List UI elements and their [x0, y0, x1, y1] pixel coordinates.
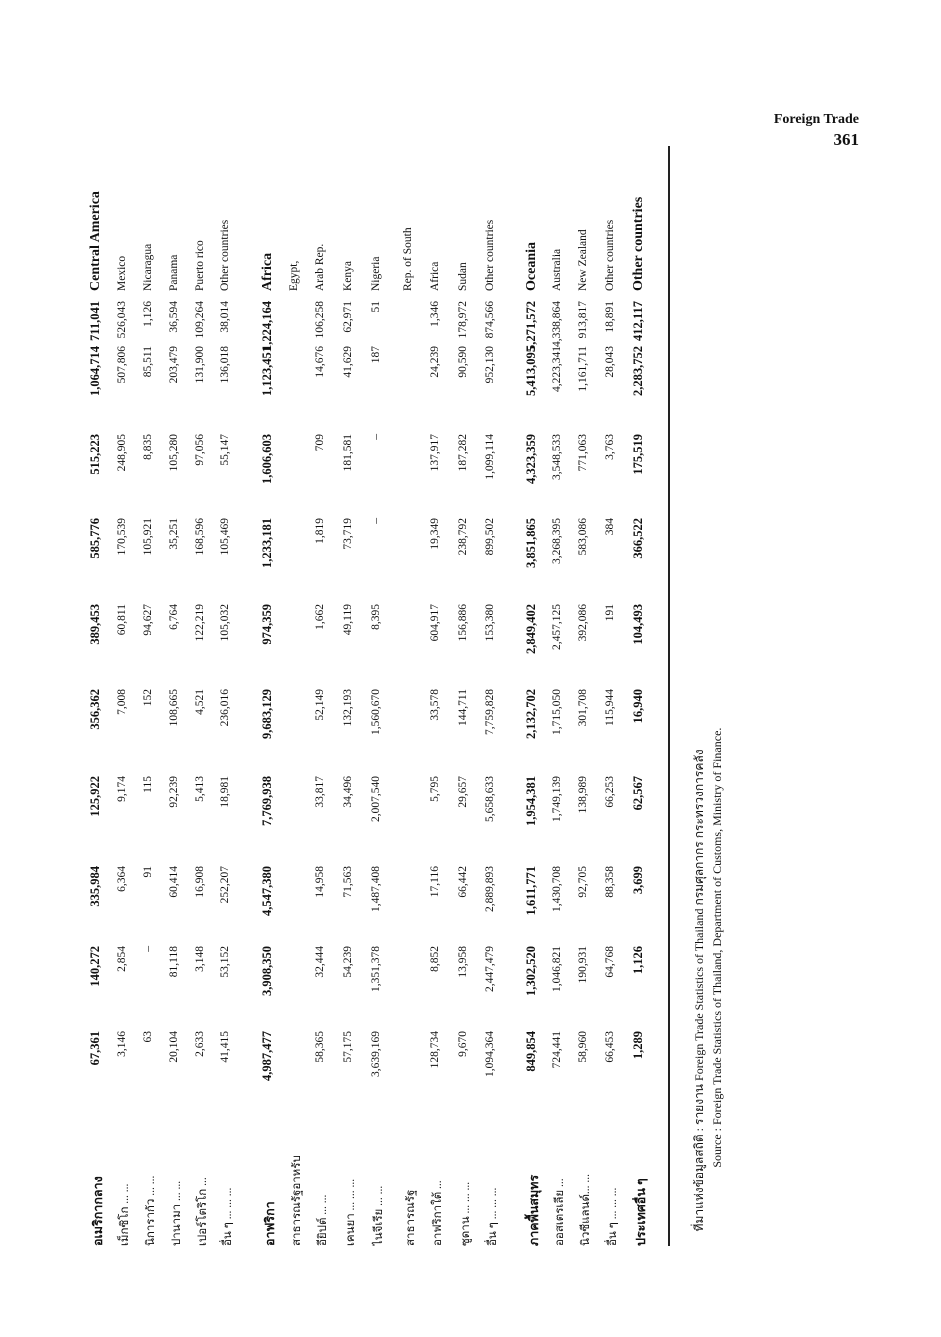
- value-cell: 1,662: [314, 604, 326, 630]
- value-cell: 153,380: [484, 604, 496, 642]
- value-cell: 5,658,633: [484, 776, 496, 822]
- row-label-english: Nicaragua: [142, 243, 154, 291]
- value-cell: 41,415: [219, 1031, 231, 1063]
- value-cell: 18,891: [604, 301, 616, 333]
- value-cell: 248,905: [116, 434, 128, 472]
- value-cell: 412,117: [631, 301, 645, 341]
- row-label-english: Africa: [429, 261, 441, 291]
- row-label-thai: เปอร์โตริโก ...: [197, 1177, 209, 1246]
- value-cell: 105,032: [219, 604, 231, 642]
- value-cell: 131,900: [194, 346, 206, 384]
- value-cell: 8,852: [429, 946, 441, 972]
- value-cell: 105,280: [168, 434, 180, 472]
- value-cell: 38,014: [219, 301, 231, 333]
- value-cell: 138,989: [577, 776, 589, 814]
- value-cell: 236,016: [219, 689, 231, 727]
- value-cell: 36,594: [168, 301, 180, 333]
- value-cell: 55,147: [219, 434, 231, 466]
- value-cell: 190,931: [577, 946, 589, 984]
- value-cell: 899,502: [484, 518, 496, 556]
- value-cell: 515,223: [88, 434, 102, 475]
- value-cell: 2,132,702: [524, 689, 538, 739]
- value-cell: 144,711: [457, 689, 469, 726]
- value-cell: 1,560,670: [370, 689, 382, 735]
- value-cell: 187,282: [457, 434, 469, 472]
- value-cell: –: [370, 434, 382, 440]
- value-cell: 62,971: [342, 301, 354, 333]
- value-cell: 136,018: [219, 346, 231, 384]
- value-cell: 1,233,181: [260, 518, 274, 568]
- value-cell: 51: [370, 301, 382, 313]
- value-cell: 1,094,364: [484, 1031, 496, 1077]
- row-label-thai: อเมริกากลาง: [91, 1176, 105, 1246]
- value-cell: 1,346: [429, 301, 441, 327]
- value-cell: 66,253: [604, 776, 616, 808]
- value-cell: 1,046,821: [551, 946, 563, 992]
- value-cell: 81,118: [168, 946, 180, 978]
- value-cell: 3,268,395: [551, 518, 563, 564]
- value-cell: 97,056: [194, 434, 206, 466]
- row-label-english: Africa: [260, 252, 275, 291]
- value-cell: 1,064,714: [88, 346, 102, 396]
- value-cell: 335,984: [88, 866, 102, 907]
- value-cell: 1,430,708: [551, 866, 563, 912]
- value-cell: 366,522: [631, 518, 645, 559]
- value-cell: 2,457,125: [551, 604, 563, 650]
- value-cell: 35,251: [168, 518, 180, 550]
- row-label-thai: ซูดาน ... ... ...: [460, 1181, 472, 1246]
- value-cell: 3,908,350: [260, 946, 274, 996]
- row-label-english: Puerto rico: [194, 240, 206, 291]
- value-cell: 356,362: [88, 689, 102, 730]
- value-cell: 108,665: [168, 689, 180, 727]
- value-cell: 105,469: [219, 518, 231, 556]
- value-cell: –: [370, 518, 382, 524]
- value-cell: 104,493: [631, 604, 645, 645]
- value-cell: 585,776: [88, 518, 102, 559]
- value-cell: 252,207: [219, 866, 231, 904]
- page-header: [774, 110, 859, 150]
- value-cell: 14,676: [314, 346, 326, 378]
- value-cell: 85,511: [142, 346, 154, 378]
- value-cell: 52,149: [314, 689, 326, 721]
- value-cell: 156,886: [457, 604, 469, 642]
- value-cell: 137,917: [429, 434, 441, 472]
- value-cell: 14,958: [314, 866, 326, 898]
- row-label-thai: เม็กซิโก ... ...: [119, 1183, 131, 1246]
- value-cell: 604,917: [429, 604, 441, 642]
- value-cell: 140,272: [88, 946, 102, 987]
- value-cell: 4,521: [194, 689, 206, 715]
- value-cell: 122,219: [194, 604, 206, 642]
- value-cell: 5,795: [429, 776, 441, 802]
- value-cell: 711,041: [88, 301, 102, 341]
- value-cell: 66,442: [457, 866, 469, 898]
- value-cell: 181,581: [342, 434, 354, 472]
- row-label-english: Mexico: [116, 255, 128, 291]
- value-cell: 106,258: [314, 301, 326, 339]
- page-number: 361: [833, 130, 859, 149]
- row-label-thai: ออสเตรเลีย ...: [554, 1178, 566, 1246]
- row-label-english: New Zealand: [577, 229, 589, 291]
- value-cell: 132,193: [342, 689, 354, 727]
- value-cell: 4,223,341: [551, 346, 563, 392]
- value-cell: 3,148: [194, 946, 206, 972]
- value-cell: 175,519: [631, 434, 645, 475]
- statistics-table: [84, 146, 744, 1246]
- value-cell: 94,627: [142, 604, 154, 636]
- value-cell: 3,763: [604, 434, 616, 460]
- value-cell: 128,734: [429, 1031, 441, 1069]
- value-cell: 60,414: [168, 866, 180, 898]
- value-cell: 2,283,752: [631, 346, 645, 396]
- row-label-thai: อียิปต์ ... ...: [317, 1194, 329, 1246]
- row-label-thai: นิวซีแลนด์... ...: [580, 1173, 592, 1246]
- value-cell: 507,806: [116, 346, 128, 384]
- table-bottom-rule: [668, 146, 670, 1246]
- value-cell: 34,496: [342, 776, 354, 808]
- value-cell: 125,922: [88, 776, 102, 817]
- value-cell: 1,161,711: [577, 346, 589, 392]
- value-cell: 66,453: [604, 1031, 616, 1063]
- value-cell: 49,119: [342, 604, 354, 636]
- value-cell: –: [142, 946, 154, 952]
- value-cell: 1,126: [631, 946, 645, 975]
- row-label-english: Oceania: [524, 242, 539, 291]
- value-cell: 974,359: [260, 604, 274, 645]
- value-cell: 709: [314, 434, 326, 452]
- row-label-english: Sudan: [457, 262, 469, 291]
- value-cell: 64,768: [604, 946, 616, 978]
- value-cell: 33,817: [314, 776, 326, 808]
- value-cell: 58,960: [577, 1031, 589, 1063]
- row-label-thai: ประเทศอื่น ๆ: [634, 1178, 648, 1246]
- row-label-english: Other countries: [631, 196, 646, 291]
- row-label-english: Kenya: [342, 260, 354, 291]
- value-cell: 7,759,828: [484, 689, 496, 735]
- value-cell: 2,849,402: [524, 604, 538, 654]
- source-label: Source :: [710, 1128, 724, 1168]
- thai-source-label: ที่มาแห่งข้อมูลสถิติ :: [692, 1128, 706, 1232]
- value-cell: 301,708: [577, 689, 589, 727]
- value-cell: 20,104: [168, 1031, 180, 1063]
- value-cell: 2,007,540: [370, 776, 382, 822]
- value-cell: 7,008: [116, 689, 128, 715]
- value-cell: 73,719: [342, 518, 354, 550]
- row-label-english: Arab Rep.: [314, 243, 326, 291]
- value-cell: 384: [604, 518, 616, 536]
- value-cell: 4,323,359: [524, 434, 538, 484]
- row-label-english: Panama: [168, 254, 180, 291]
- value-cell: 583,086: [577, 518, 589, 556]
- row-label-thai: ปานามา ... ...: [171, 1180, 183, 1246]
- value-cell: 1,099,114: [484, 434, 496, 480]
- row-label-english: Australia: [551, 248, 563, 291]
- row-label-english: Other countries: [484, 219, 496, 291]
- value-cell: 67,361: [88, 1031, 102, 1066]
- value-cell: 178,972: [457, 301, 469, 339]
- value-cell: 53,152: [219, 946, 231, 978]
- value-cell: 54,239: [342, 946, 354, 978]
- row-label-thai: เคนยา ... ... ...: [345, 1178, 357, 1246]
- row-label-thai: อาฟริกาใต้ ...: [432, 1180, 444, 1246]
- value-cell: 1,351,378: [370, 946, 382, 992]
- value-cell: 724,441: [551, 1031, 563, 1069]
- value-cell: 17,116: [429, 866, 441, 898]
- value-cell: 58,365: [314, 1031, 326, 1063]
- value-cell: 16,908: [194, 866, 206, 898]
- value-cell: 1,126: [142, 301, 154, 327]
- value-cell: 57,175: [342, 1031, 354, 1063]
- value-cell: 13,958: [457, 946, 469, 978]
- value-cell: 24,239: [429, 346, 441, 378]
- row-label-thai: อื่น ๆ ... ... ...: [607, 1187, 619, 1246]
- value-cell: 2,854: [116, 946, 128, 972]
- value-cell: 1,487,408: [370, 866, 382, 912]
- value-cell: 168,596: [194, 518, 206, 556]
- row-label-thai: อาฟริกา: [263, 1201, 277, 1246]
- value-cell: 71,563: [342, 866, 354, 898]
- value-cell: 60,811: [116, 604, 128, 636]
- value-cell: 526,043: [116, 301, 128, 339]
- value-cell: 191: [604, 604, 616, 622]
- english-source-note: [710, 728, 725, 1246]
- value-cell: 3,851,865: [524, 518, 538, 568]
- value-cell: 3,639,169: [370, 1031, 382, 1077]
- value-cell: 4,987,477: [260, 1031, 274, 1081]
- value-cell: 2,447,479: [484, 946, 496, 992]
- value-cell: 152: [142, 689, 154, 707]
- row-label-english: Other countries: [604, 219, 616, 291]
- value-cell: 92,239: [168, 776, 180, 808]
- value-cell: 3,548,533: [551, 434, 563, 480]
- row-label-thai: อื่น ๆ ... ... ...: [222, 1187, 234, 1246]
- row-label-english: Nigeria: [370, 256, 382, 291]
- value-cell: 33,578: [429, 689, 441, 721]
- value-cell: 109,264: [194, 301, 206, 339]
- value-cell: 6,764: [168, 604, 180, 630]
- value-cell: 6,364: [116, 866, 128, 892]
- value-cell: 913,817: [577, 301, 589, 339]
- value-cell: 1,954,381: [524, 776, 538, 826]
- row-label-thai: ภาคพื้นสมุทร: [527, 1174, 541, 1246]
- row-label-thai: ไนจีเรีย ... ...: [373, 1185, 385, 1246]
- row-label-english: Egypt,: [288, 260, 300, 291]
- value-cell: 18,981: [219, 776, 231, 808]
- value-cell: 5,413: [194, 776, 206, 802]
- value-cell: 203,479: [168, 346, 180, 384]
- value-cell: 1,302,520: [524, 946, 538, 996]
- value-cell: 4,338,864: [551, 301, 563, 347]
- thai-source-text: รายงาน Foreign Trade Statistics of Thailand กรมศุลกากร กระทรวงการคลัง: [692, 749, 706, 1125]
- source-text: Foreign Trade Statistics of Thailand, Department of Customs, Ministry of Finance.: [710, 727, 724, 1125]
- value-cell: 389,453: [88, 604, 102, 645]
- value-cell: 238,792: [457, 518, 469, 556]
- value-cell: 1,819: [314, 518, 326, 544]
- value-cell: 3,699: [631, 866, 645, 895]
- value-cell: 105,921: [142, 518, 154, 556]
- value-cell: 9,670: [457, 1031, 469, 1057]
- value-cell: 91: [142, 866, 154, 878]
- value-cell: 1,606,603: [260, 434, 274, 484]
- value-cell: 1,611,771: [524, 866, 538, 916]
- value-cell: 41,629: [342, 346, 354, 378]
- value-cell: 5,271,572: [524, 301, 538, 351]
- value-cell: 4,547,380: [260, 866, 274, 916]
- value-cell: 115: [142, 776, 154, 793]
- value-cell: 62,567: [631, 776, 645, 811]
- value-cell: 392,086: [577, 604, 589, 642]
- value-cell: 170,539: [116, 518, 128, 556]
- value-cell: 187: [370, 346, 382, 364]
- header-title: Foreign Trade: [773, 112, 859, 127]
- value-cell: 874,566: [484, 301, 496, 339]
- value-cell: 1,749,139: [551, 776, 563, 822]
- row-label-english: Other countries: [219, 219, 231, 291]
- row-label-english: Central America: [88, 191, 103, 291]
- value-cell: 28,043: [604, 346, 616, 378]
- value-cell: 8,835: [142, 434, 154, 460]
- value-cell: 115,944: [604, 689, 616, 726]
- value-cell: 29,657: [457, 776, 469, 808]
- value-cell: 32,444: [314, 946, 326, 978]
- value-cell: 1,715,050: [551, 689, 563, 735]
- value-cell: 9,683,129: [260, 689, 274, 739]
- value-cell: 7,769,938: [260, 776, 274, 826]
- value-cell: 1,224,164: [260, 301, 274, 351]
- value-cell: 849,854: [524, 1031, 538, 1072]
- row-label-thai: สาธารณรัฐ: [405, 1189, 417, 1246]
- value-cell: 9,174: [116, 776, 128, 802]
- value-cell: 8,395: [370, 604, 382, 630]
- value-cell: 2,633: [194, 1031, 206, 1057]
- value-cell: 19,349: [429, 518, 441, 550]
- value-cell: 771,063: [577, 434, 589, 472]
- value-cell: 1,289: [631, 1031, 645, 1060]
- row-label-thai: นิการากัว ... ...: [145, 1175, 157, 1246]
- value-cell: 92,705: [577, 866, 589, 898]
- value-cell: 3,146: [116, 1031, 128, 1057]
- row-label-english: Rep. of South: [402, 227, 414, 291]
- value-cell: 88,358: [604, 866, 616, 898]
- thai-source-note: [690, 749, 709, 1246]
- value-cell: 63: [142, 1031, 154, 1043]
- value-cell: 90,590: [457, 346, 469, 378]
- value-cell: 16,940: [631, 689, 645, 724]
- value-cell: 2,889,893: [484, 866, 496, 912]
- row-label-thai: อื่น ๆ ... ... ...: [487, 1187, 499, 1246]
- value-cell: 1,123,451: [260, 346, 274, 396]
- value-cell: 5,413,095: [524, 346, 538, 396]
- value-cell: 952,130: [484, 346, 496, 384]
- row-label-thai: สาธารณรัฐอาหรับ: [291, 1155, 303, 1246]
